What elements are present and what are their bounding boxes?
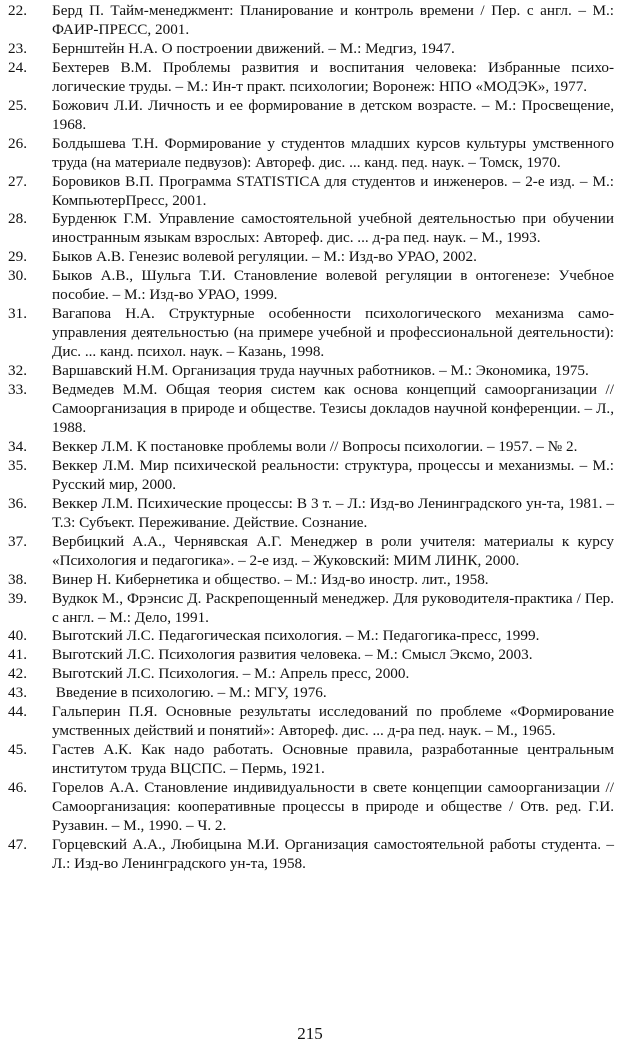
entry-number: 28. (8, 210, 27, 228)
entry-text: Выготский Л.С. Психология развития человека. – М.: Смысл Эксмо, 2003. (52, 646, 533, 664)
bibliography-entry (8, 684, 614, 703)
bibliography-entry (8, 381, 614, 438)
entry-number: 29. (8, 248, 27, 266)
bibliography-entry (8, 248, 614, 267)
entry-text: Бурденюк Г.М. Управление самостоятельной учебной деятельностью при обучении иностранным языкам взрослых: Автореф. дис. ... д-ра пед. наук. – М., 1993. (52, 210, 614, 247)
entry-number: 37. (8, 532, 27, 550)
bibliography-entry (8, 836, 614, 874)
entry-number: 40. (8, 627, 27, 645)
entry-text: Горцевский А.А., Любицына М.И. Организация самостоятельной работы студента. – Л.: Изд-во Ленинградского ун-та, 1958. (52, 835, 614, 872)
entry-text: Гальперин П.Я. Основные результаты исследований по проблеме «Формирование умственных действий и понятий»: Автореф. дис. ... д-ра пед. наук. – М., 1965. (52, 703, 614, 740)
entry-text: Варшавский Н.М. Организация труда научных работников. – М.: Экономика, 1975. (52, 362, 589, 380)
entry-number: 36. (8, 494, 27, 512)
entry-text: Ведмедев М.М. Общая теория систем как основа концепций самоорганизации // Самоорганизация в природе и обществе. Тезисы докладов научной конференции. – Л., 1988. (52, 381, 614, 436)
bibliography-entry (8, 495, 614, 533)
entry-number: 23. (8, 39, 27, 57)
bibliography-entry (8, 533, 614, 571)
entry-text: Бернштейн Н.А. О построении движений. – М.: Медгиз, 1947. (52, 39, 455, 57)
entry-text: Веккер Л.М. К постановке проблемы воли // Вопросы психологии. – 1957. – № 2. (52, 437, 578, 455)
bibliography-entry (8, 438, 614, 457)
entry-text: Боровиков В.П. Программа STATISTICA для студентов и инженеров. – 2-е изд. – М.: КомпьютерПресс, 2001. (52, 172, 614, 209)
bibliography-entry (8, 2, 614, 40)
bibliography-entry (8, 135, 614, 173)
entry-text: Вагапова Н.А. Структурные особенности психологического механизма самоуправления деятельностью (на примере учебной и профессиональной деятельности): Дис. ... канд. психол. наук. – Казань, 1998. (52, 305, 614, 361)
entry-text: Быков А.В., Шульга Т.И. Становление волевой регуляции в онтогенезе: Учебное пособие. – М.: Изд-во УРАО, 1999. (52, 267, 614, 304)
entry-number: 45. (8, 741, 27, 759)
bibliography-entry (8, 40, 614, 59)
entry-text: Болдышева Т.Н. Формирование у студентов младших курсов культуры умственного труда (на материале педвузов): Автореф. дис. ... канд. пед. наук. – Томск, 1970. (52, 134, 614, 171)
bibliography-entry (8, 457, 614, 495)
entry-number: 27. (8, 172, 27, 190)
entry-text: Гастев А.К. Как надо работать. Основные правила, разработанные центральным институтом труда ВЦСПС. – Пермь, 1921. (52, 741, 614, 778)
entry-number: 44. (8, 703, 27, 721)
entry-number: 34. (8, 437, 27, 455)
bibliography-entry (8, 173, 614, 211)
entry-text: Веккер Л.М. Мир психической реальности: структура, процессы и механизмы. – М.: Русский мир, 2000. (52, 456, 614, 493)
page-number: 215 (297, 1024, 323, 1043)
bibliography-entry (8, 741, 614, 779)
entry-number: 38. (8, 570, 27, 588)
entry-text: Веккер Л.М. Психические процессы: В 3 т. – Л.: Изд-во Ленинградского ун-та, 1981. – Т.3: Субъект. Переживание. Действие. Сознание. (52, 494, 614, 531)
bibliography-entry (8, 646, 614, 665)
bibliography-entry (8, 571, 614, 590)
entry-number: 24. (8, 58, 27, 76)
entry-number: 35. (8, 456, 27, 474)
entry-number: 46. (8, 779, 27, 797)
entry-text: Вербицкий А.А., Чернявская А.Г. Менеджер в роли учителя: материалы к курсу «Психология и педагогика». – 2-е изд. – Жуковский: МИМ ЛИНК, 2000. (52, 532, 614, 569)
bibliography-entry (8, 59, 614, 97)
bibliography-entry (8, 779, 614, 836)
entry-text: Горелов А.А. Становление индивидуальности в свете концепции самоорганизации // Самоорганизация: кооперативные процессы в природе и обществе / Отв. ред. Г.И. Рузавин. – М., 1990. – Ч. 2. (52, 779, 614, 834)
entry-text: Введение в психологию. – М.: МГУ, 1976. (52, 684, 327, 702)
entry-number: 41. (8, 646, 27, 664)
entry-text: Вудкок М., Фрэнсис Д. Раскрепощенный менеджер. Для руководителя-практика / Пер. с англ. – М.: Дело, 1991. (52, 589, 614, 626)
entry-number: 25. (8, 96, 27, 114)
entry-number: 26. (8, 134, 27, 152)
bibliography-entry (8, 97, 614, 135)
entry-number: 30. (8, 267, 27, 285)
bibliography-list (8, 2, 614, 874)
entry-number: 32. (8, 362, 27, 380)
entry-number: 33. (8, 381, 27, 399)
entry-number: 47. (8, 835, 27, 853)
entry-text: Выготский Л.С. Педагогическая психология. – М.: Педагогика-пресс, 1999. (52, 627, 540, 645)
entry-number: 43. (8, 684, 27, 702)
entry-number: 31. (8, 305, 27, 323)
bibliography-entry (8, 305, 614, 362)
entry-text: Выготский Л.С. Психология. – М.: Апрель пресс, 2000. (52, 665, 410, 683)
entry-text: Бехтерев В.М. Проблемы развития и воспитания человека: Избранные психологические труды. – М.: Ин-т практ. психологии; Воронеж: НПО «МОДЭК», 1977. (52, 58, 614, 95)
entry-text: Быков А.В. Генезис волевой регуляции. – М.: Изд-во УРАО, 2002. (52, 248, 477, 266)
bibliography-entry (8, 665, 614, 684)
bibliography-entry (8, 590, 614, 628)
bibliography-entry (8, 362, 614, 381)
entry-number: 42. (8, 665, 27, 683)
entry-text: Винер Н. Кибернетика и общество. – М.: Изд-во иностр. лит., 1958. (52, 570, 489, 588)
bibliography-entry (8, 210, 614, 248)
entry-text: Божович Л.И. Личность и ее формирование в детском возрасте. – М.: Просвещение, 1968. (52, 96, 614, 133)
bibliography-entry (8, 267, 614, 305)
bibliography-entry (8, 703, 614, 741)
entry-text: Берд П. Тайм-менеджмент: Планирование и контроль времени / Пер. с англ. – М.: ФАИР-ПРЕСС, 2001. (52, 2, 614, 38)
entry-number: 39. (8, 589, 27, 607)
bibliography-entry (8, 627, 614, 646)
entry-number: 22. (8, 2, 27, 19)
